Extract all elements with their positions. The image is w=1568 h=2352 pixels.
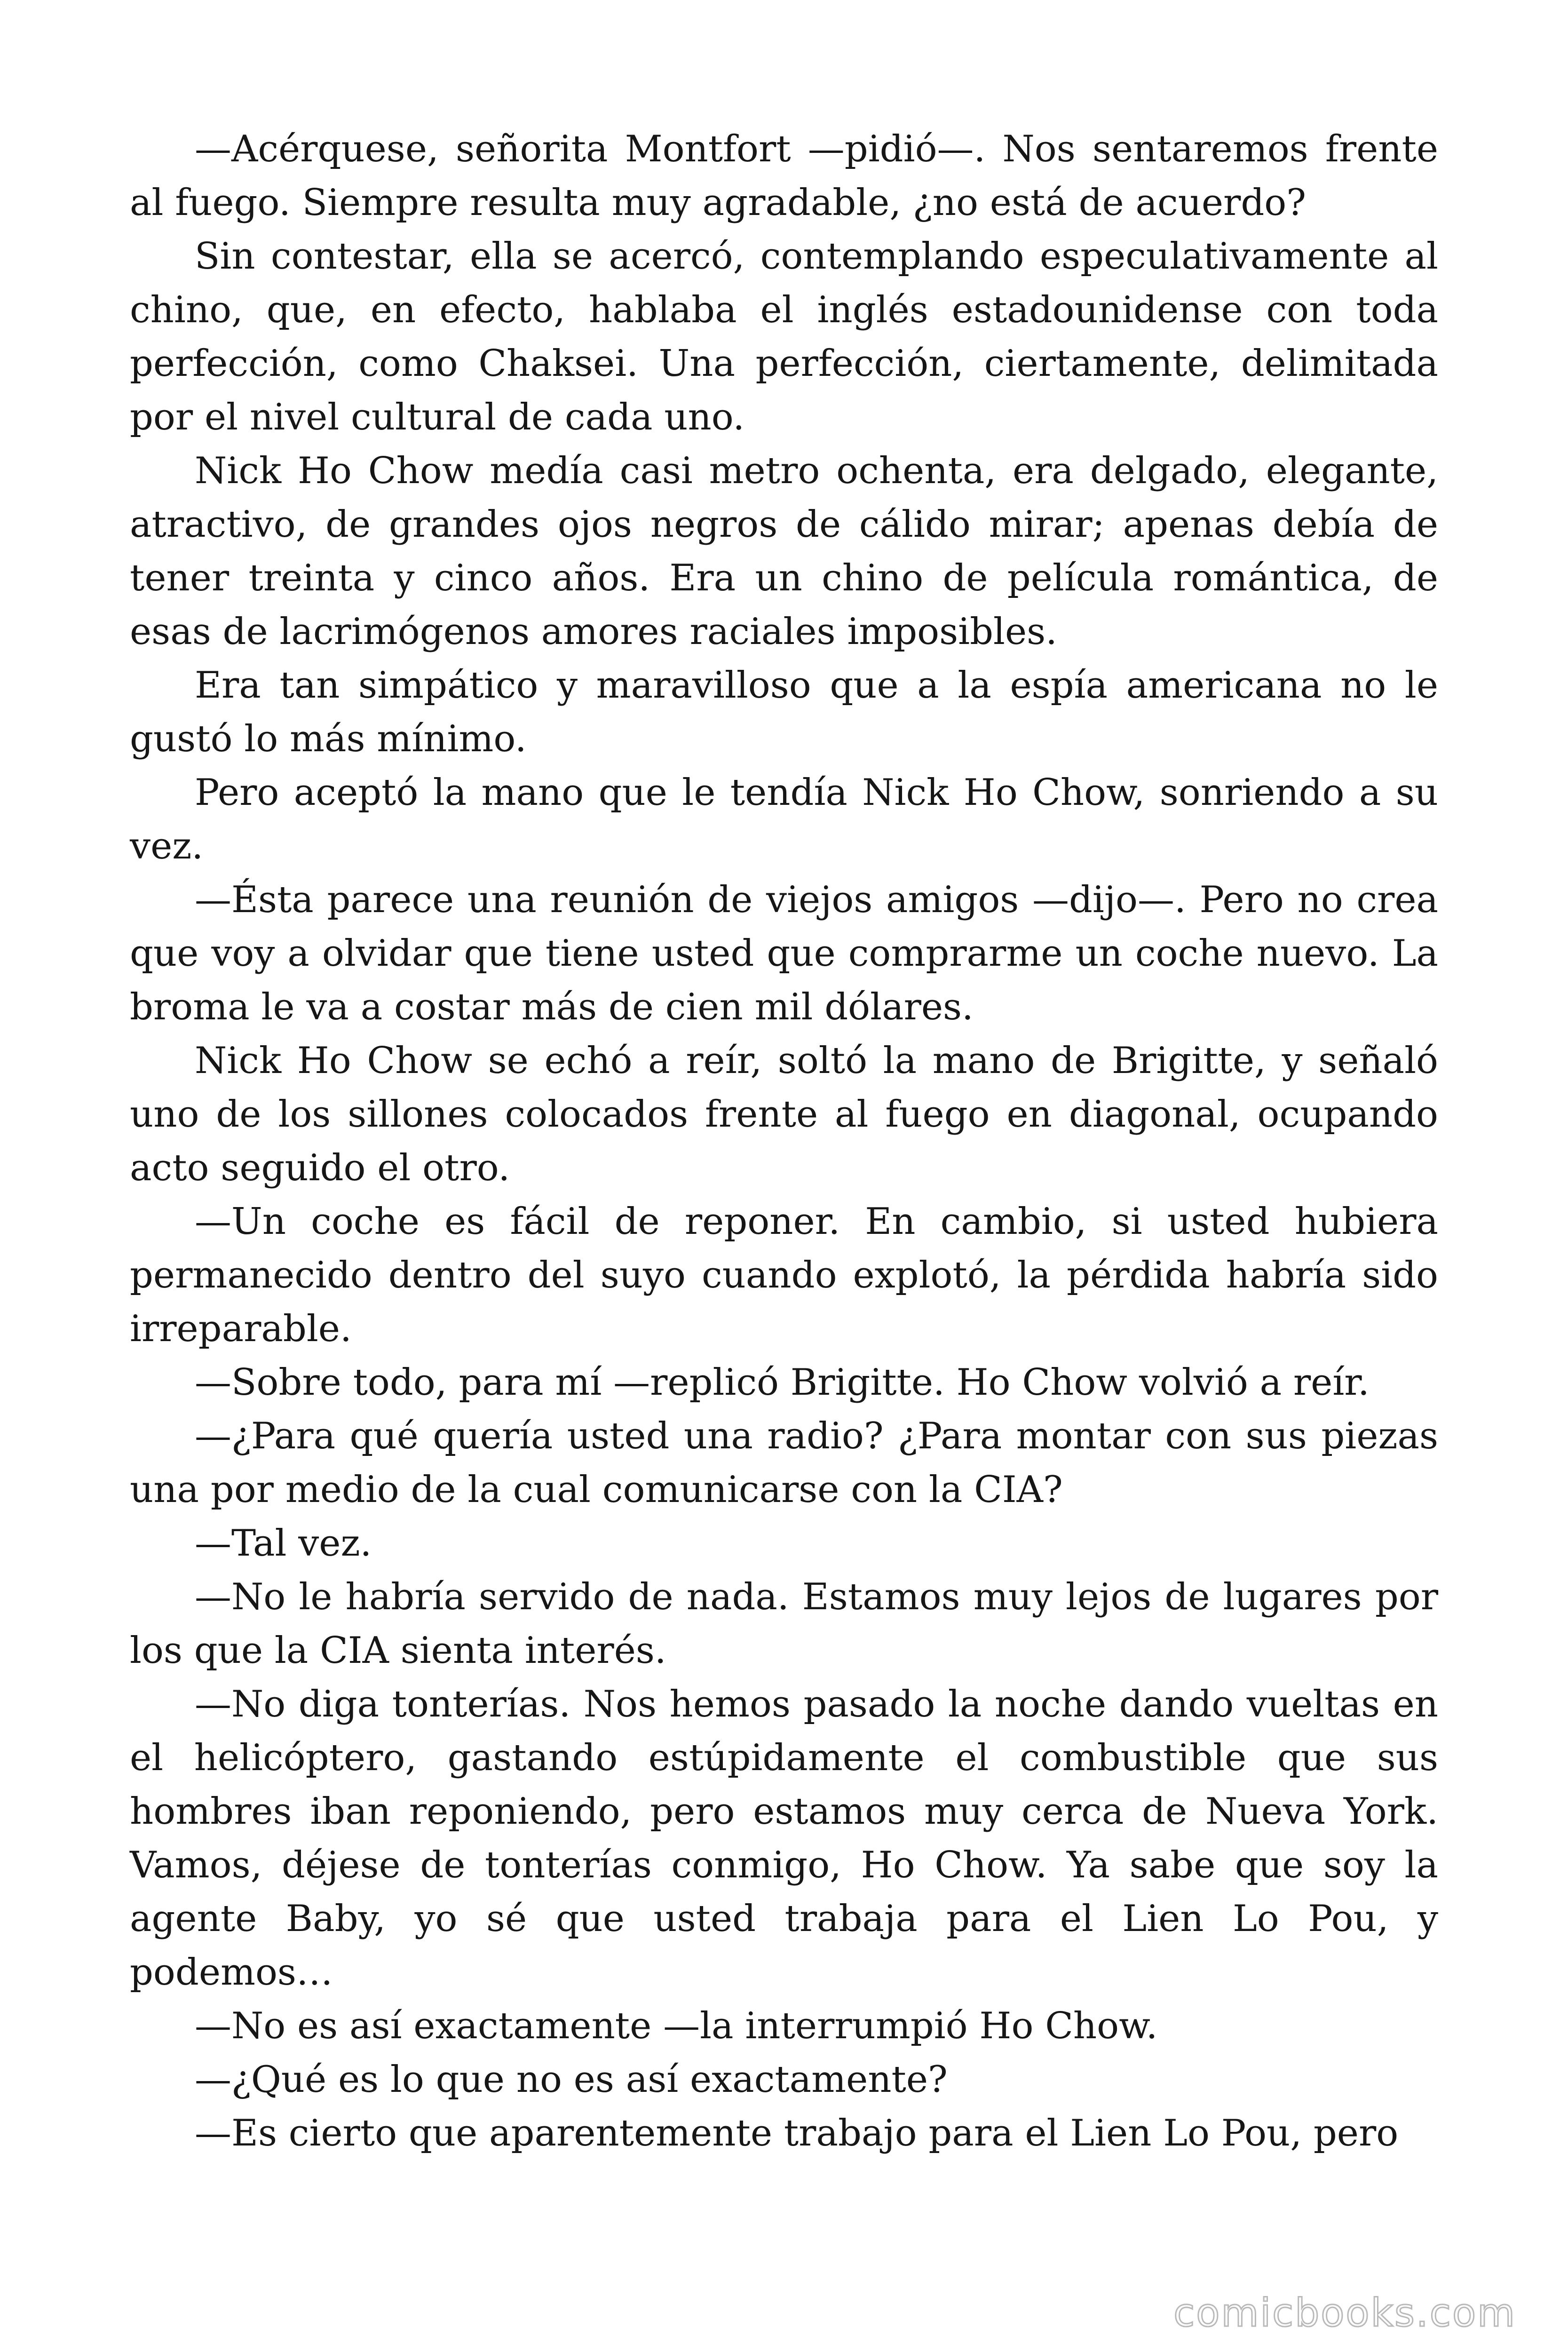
paragraph-7: Nick Ho Chow se echó a reír, soltó la mano de Brigitte, y señaló uno de los sillones colocados frente al fuego en diagonal, ocupando acto seguido el otro. bbox=[130, 1040, 1438, 1189]
paragraph-15: —¿Qué es lo que no es así exactamente? bbox=[195, 2058, 948, 2101]
paragraph-9: —Sobre todo, para mí —replicó Brigitte. Ho Chow volvió a reír. bbox=[195, 1361, 1370, 1404]
paragraph-2: Sin contestar, ella se acercó, contemplando especulativamente al chino, que, en efecto, hablaba el inglés estadounidense con toda perfección, como Chaksei. Una perfección, ciertamente, delimitada por el nivel cultural de cada uno. bbox=[130, 235, 1438, 438]
paragraph-5: Pero aceptó la mano que le tendía Nick Ho Chow, sonriendo a su vez. bbox=[130, 771, 1438, 867]
paragraph-1: —Acérquese, señorita Montfort —pidió—. Nos sentaremos frente al fuego. Siempre resulta muy agradable, ¿no está de acuerdo? bbox=[130, 128, 1438, 224]
paragraph-3: Nick Ho Chow medía casi metro ochenta, era delgado, elegante, atractivo, de grandes ojos negros de cálido mirar; apenas debía de tener treinta y cinco años. Era un chino de película romántica, de esas de lacrimógenos amores raciales imposibles. bbox=[130, 450, 1438, 653]
paragraph-8: —Un coche es fácil de reponer. En cambio, si usted hubiera permanecido dentro del suyo cuando explotó, la pérdida habría sido irreparable. bbox=[130, 1200, 1438, 1350]
body-text bbox=[130, 122, 1438, 2160]
paragraph-4: Era tan simpático y maravilloso que a la espía americana no le gustó lo más mínimo. bbox=[130, 664, 1438, 760]
paragraph-13: —No diga tonterías. Nos hemos pasado la noche dando vueltas en el helicóptero, gastando estúpidamente el combustible que sus hombres iban reponiendo, pero estamos muy cerca de Nueva York. Vamos, déjese de tonterías conmigo, Ho Chow. Ya sabe que soy la agente Baby, yo sé que usted trabaja para el Lien Lo Pou, y podemos… bbox=[130, 1683, 1438, 1994]
paragraph-6: —Ésta parece una reunión de viejos amigos —dijo—. Pero no crea que voy a olvidar que tiene usted que comprarme un coche nuevo. La broma le va a costar más de cien mil dólares. bbox=[130, 879, 1438, 1028]
paragraph-10: —¿Para qué quería usted una radio? ¿Para montar con sus piezas una por medio de la cual comunicarse con la CIA? bbox=[130, 1415, 1438, 1511]
paragraph-11: —Tal vez. bbox=[195, 1522, 372, 1565]
paragraph-16: —Es cierto que aparentemente trabajo para el Lien Lo Pou, pero bbox=[195, 2112, 1399, 2154]
paragraph-14: —No es así exactamente —la interrumpió Ho Chow. bbox=[195, 2005, 1158, 2047]
watermark: comicbooks.com bbox=[1173, 2291, 1516, 2336]
paragraph-12: —No le habría servido de nada. Estamos muy lejos de lugares por los que la CIA sienta interés. bbox=[130, 1576, 1438, 1672]
